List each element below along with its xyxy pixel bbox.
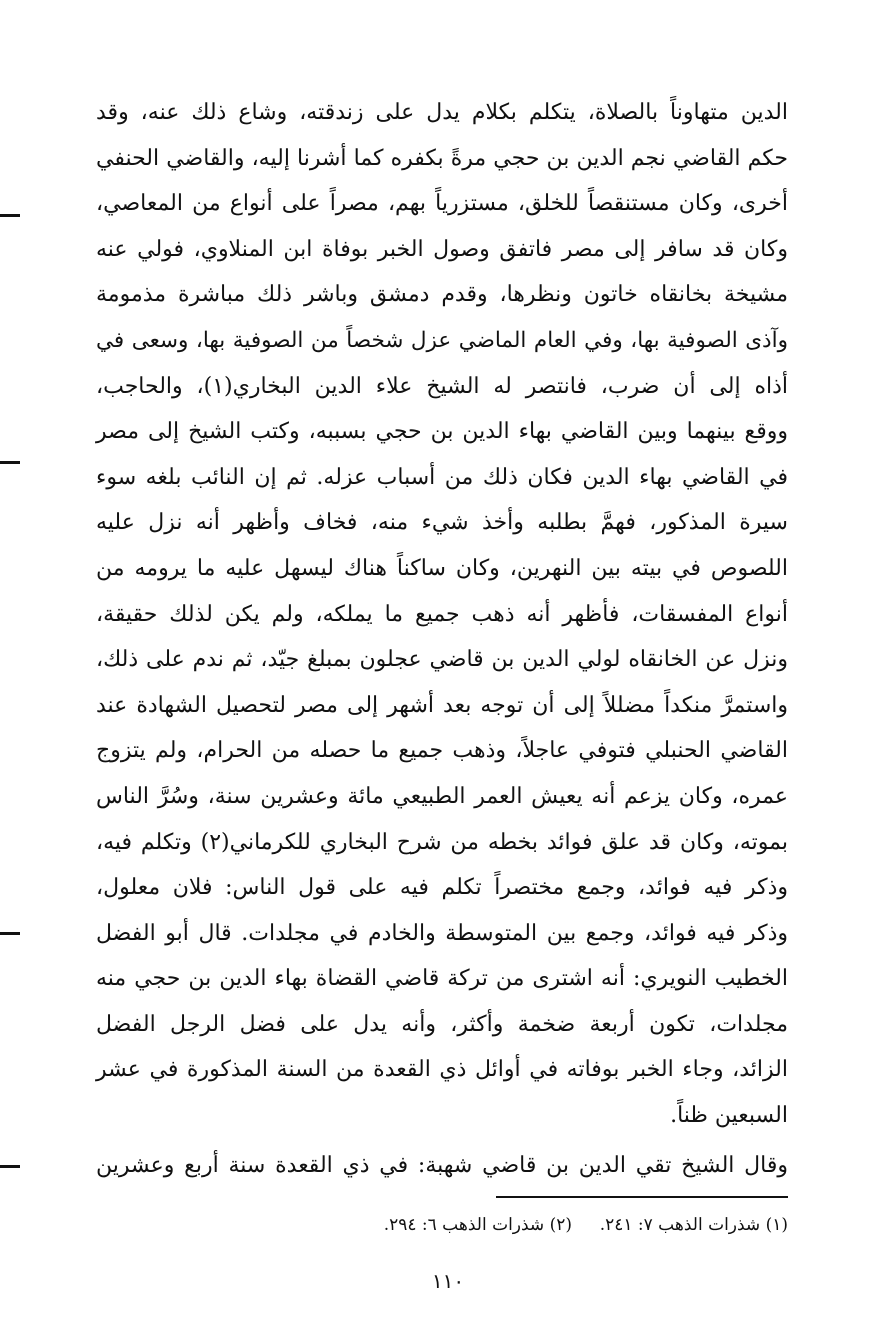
text-line: واستمرَّ منكداً مضللاً إلى أن توجه بعد أشهر إلى مصر لتحصيل الشهادة عند xyxy=(96,692,788,718)
footnotes xyxy=(96,1212,788,1238)
footnote-separator xyxy=(496,1196,788,1198)
text-line: وكان قد سافر إلى مصر فاتفق وصول الخبر بوفاة ابن المنلاوي، فولي عنه xyxy=(96,236,788,262)
text-line: مشيخة بخانقاه خاتون ونظرها، وقدم دمشق وباشر ذلك مباشرة مذمومة xyxy=(96,282,788,308)
text-line: أخرى، وكان مستنقصاً للخلق، مستزرياً بهم، مصراً على أنواع من المعاصي، xyxy=(96,191,788,217)
text-line: وذكر فيه فوائد، وجمع بين المتوسطة والخادم في مجلدات. قال أبو الفضل xyxy=(96,920,788,946)
scan-edge-mark xyxy=(0,1165,20,1168)
text-line: ووقع بينهما وبين القاضي بهاء الدين بن حجي بسببه، وكتب الشيخ إلى مصر xyxy=(96,419,788,445)
text-line: أذاه إلى أن ضرب، فانتصر له الشيخ علاء الدين البخاري(١)، والحاجب، xyxy=(96,373,788,399)
page-number: ١١٠ xyxy=(431,1269,465,1293)
text-line: سيرة المذكور، فهمَّ بطلبه وأخذ شيء منه، فخاف وأظهر أنه نزل عليه xyxy=(96,510,788,536)
text-line: وذكر فيه فوائد، وجمع مختصراً تكلم فيه على قول الناس: فلان معلول، xyxy=(96,875,788,901)
text-line: في القاضي بهاء الدين فكان ذلك من أسباب عزله. ثم إن النائب بلغه سوء xyxy=(96,464,788,490)
text-line: الدين متهاوناً بالصلاة، يتكلم بكلام يدل على زندقته، وشاع ذلك عنه، وقد xyxy=(96,100,788,125)
text-line: أنواع المفسقات، فأظهر أنه ذهب جميع ما يملكه، ولم يكن لذلك حقيقة، xyxy=(96,601,788,627)
scan-edge-mark xyxy=(0,461,20,464)
text-line: مجلدات، تكون أربعة ضخمة وأكثر، وأنه يدل على فضل الرجل الفضل xyxy=(96,1011,788,1037)
text-line: الخطيب النويري: أنه اشترى من تركة قاضي القضاة بهاء الدين بن حجي منه xyxy=(96,966,788,992)
text-line: بموته، وكان قد علق فوائد بخطه من شرح البخاري للكرماني(٢) وتكلم فيه، xyxy=(96,829,788,855)
text-line: عمره، وكان يزعم أنه يعيش العمر الطبيعي مائة وعشرين سنة، وسُرَّ الناس xyxy=(96,783,788,809)
scan-edge-mark xyxy=(0,932,20,935)
text-line: وقال الشيخ تقي الدين بن قاضي شهبة: في ذي القعدة سنة أربع وعشرين xyxy=(96,1152,788,1178)
text-line: السبعين ظناً. xyxy=(670,1103,788,1129)
text-line: ونزل عن الخانقاه لولي الدين بن قاضي عجلون بمبلغ جيّد، ثم ندم على ذلك، xyxy=(96,647,788,673)
main-text-block xyxy=(96,90,788,1188)
text-line: اللصوص في بيته بين النهرين، وكان ساكناً هناك ليسهل عليه ما يرومه من xyxy=(96,555,788,581)
text-line: حكم القاضي نجم الدين بن حجي مرةً بكفره كما أشرنا إليه، والقاضي الحنفي xyxy=(96,145,788,171)
scan-edge-mark xyxy=(0,214,20,217)
footnote-1: (١) شذرات الذهب ٧: ٢٤١. xyxy=(599,1215,788,1235)
text-line: القاضي الحنبلي فتوفي عاجلاً، وذهب جميع ما حصله من الحرام، ولم يتزوج xyxy=(96,738,788,764)
footnote-2: (٢) شذرات الذهب ٦: ٢٩٤. xyxy=(383,1215,572,1235)
text-line: الزائد، وجاء الخبر بوفاته في أوائل ذي القعدة من السنة المذكورة في عشر xyxy=(96,1057,788,1083)
text-line: وآذى الصوفية بها، وفي العام الماضي عزل شخصاً من الصوفية بها، وسعى في xyxy=(96,327,788,353)
